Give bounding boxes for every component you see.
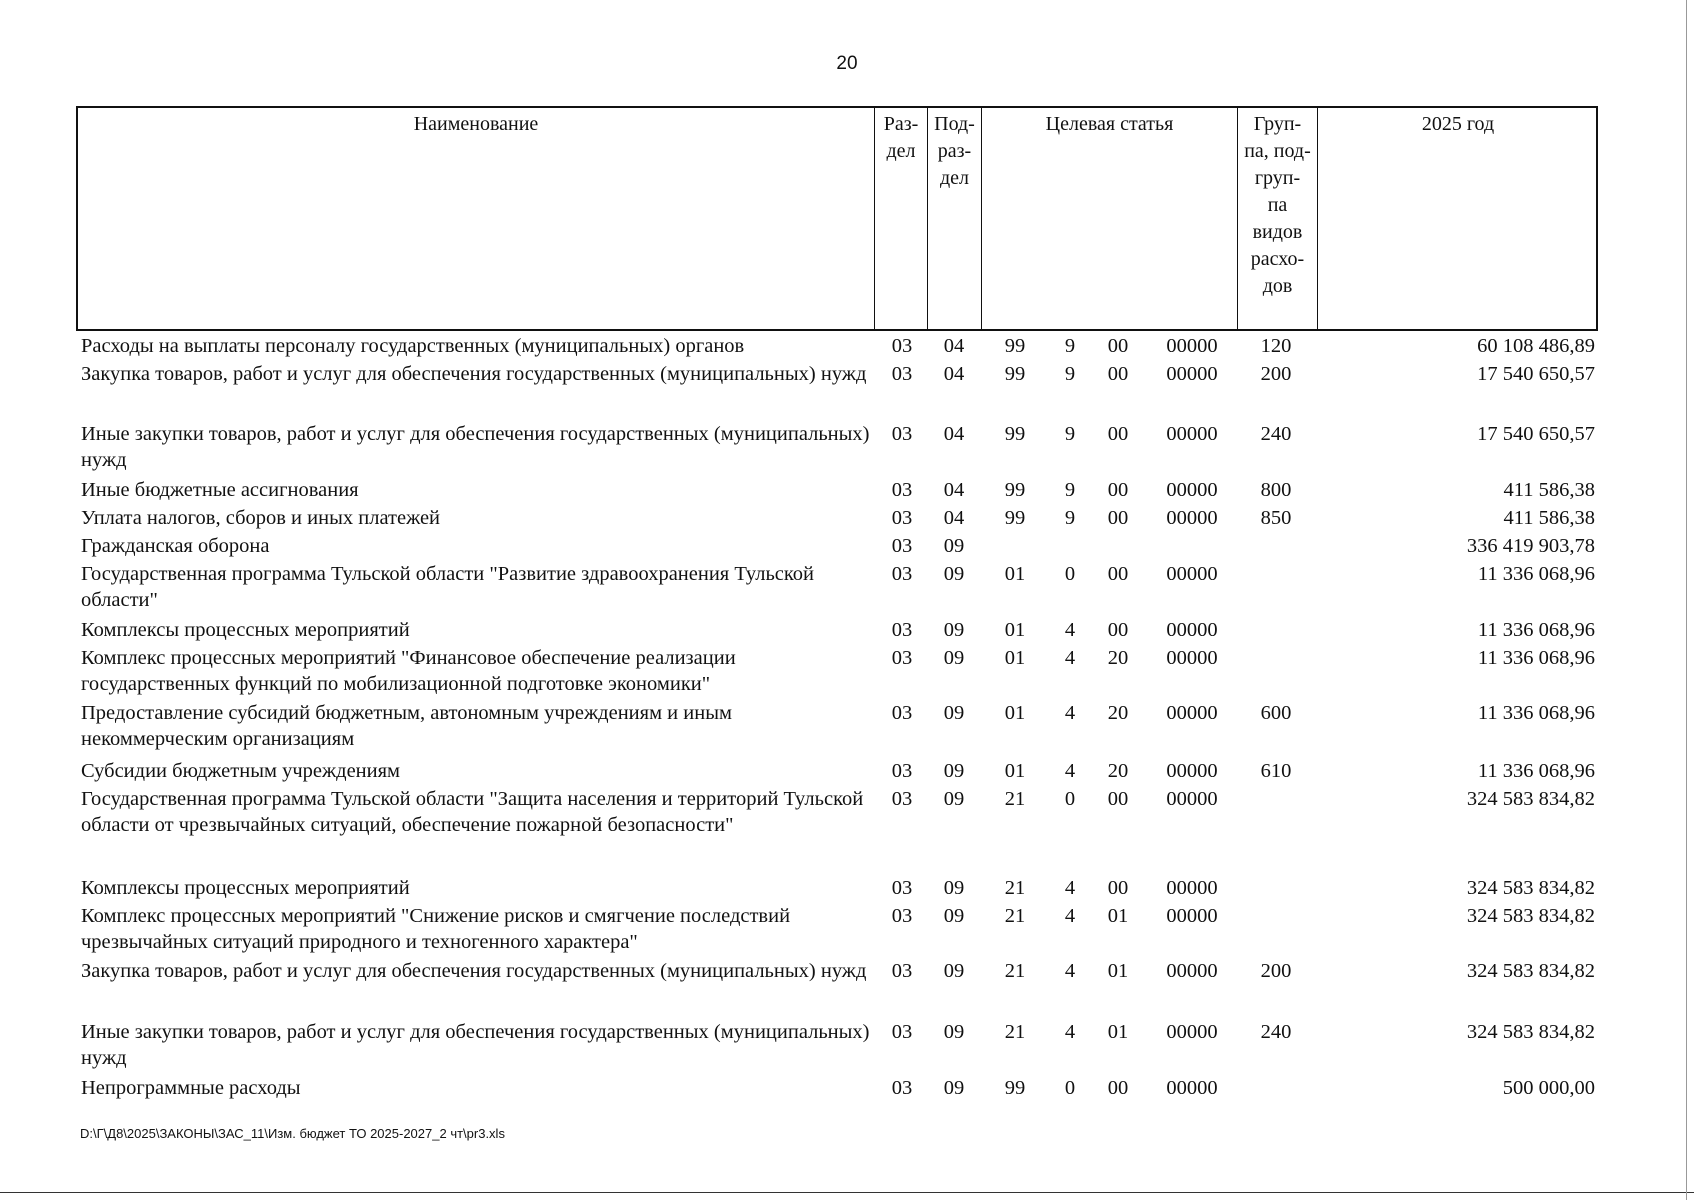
cell-name: Уплата налогов, сборов и иных платежей [81, 507, 441, 529]
cell-name: Комплексы процессных мероприятий [81, 877, 410, 899]
cell-expense-group: 850 [1260, 507, 1292, 529]
cell-podrazdel: 04 [943, 507, 965, 529]
cell-amount: 324 583 834,82 [1466, 960, 1595, 982]
cell-name: Государственная программа Тульской области "Развитие здравоохранения Тульской области" [81, 563, 815, 611]
cell-target-direction: 00000 [1166, 507, 1218, 529]
cell-razdel: 03 [891, 1021, 913, 1043]
cell-target-direction: 00000 [1166, 423, 1218, 445]
header-group-line: па [1267, 194, 1288, 216]
cell-target-structure: 01 [1107, 1021, 1129, 1043]
header-podrazdel-line: Под- [934, 113, 975, 135]
cell-target-direction: 00000 [1166, 563, 1218, 585]
cell-target-type: 4 [1064, 905, 1076, 927]
cell-target-type: 4 [1064, 619, 1076, 641]
cell-target-type: 0 [1064, 1077, 1076, 1099]
cell-razdel: 03 [891, 363, 913, 385]
cell-podrazdel: 04 [943, 363, 965, 385]
header-name-col [78, 108, 874, 329]
cell-amount: 324 583 834,82 [1466, 788, 1595, 810]
cell-name: Предоставление субсидий бюджетным, автономным учреждениям и иным некоммерческим организациям [81, 702, 732, 750]
cell-target-program: 21 [1004, 905, 1026, 927]
cell-amount: 17 540 650,57 [1477, 363, 1595, 385]
header-podrazdel-line: раз- [937, 140, 972, 162]
cell-target-structure: 20 [1107, 647, 1129, 669]
cell-target-program: 21 [1004, 788, 1026, 810]
cell-target-structure: 00 [1107, 363, 1129, 385]
cell-name: Закупка товаров, работ и услуг для обеспечения государственных (муниципальных) нужд [81, 363, 867, 385]
cell-podrazdel: 09 [943, 647, 965, 669]
cell-podrazdel: 09 [943, 702, 965, 724]
cell-target-direction: 00000 [1166, 363, 1218, 385]
cell-target-direction: 00000 [1166, 760, 1218, 782]
cell-target-program: 21 [1004, 877, 1026, 899]
cell-amount: 11 336 068,96 [1477, 702, 1595, 724]
cell-razdel: 03 [891, 905, 913, 927]
cell-target-structure: 00 [1107, 423, 1129, 445]
header-group-col [1237, 108, 1317, 329]
cell-name: Гражданская оборона [81, 535, 270, 557]
cell-target-program: 99 [1004, 335, 1026, 357]
cell-name: Иные бюджетные ассигнования [81, 479, 359, 501]
header-group-line: Груп- [1253, 113, 1302, 135]
cell-target-direction: 00000 [1166, 479, 1218, 501]
cell-target-program: 21 [1004, 1021, 1026, 1043]
cell-podrazdel: 04 [943, 423, 965, 445]
page-number: 20 [836, 53, 858, 74]
cell-expense-group: 800 [1260, 479, 1292, 501]
cell-name: Комплекс процессных мероприятий "Снижение рисков и смягчение последствий чрезвычайных ситуаций природного и техногенного характера" [81, 905, 791, 953]
cell-podrazdel: 09 [943, 960, 965, 982]
cell-target-program: 21 [1004, 960, 1026, 982]
table-header [76, 106, 1598, 331]
cell-podrazdel: 09 [943, 788, 965, 810]
cell-target-direction: 00000 [1166, 877, 1218, 899]
header-podrazdel-col [927, 108, 981, 329]
cell-razdel: 03 [891, 702, 913, 724]
header-group-line: груп- [1254, 167, 1301, 189]
cell-target-direction: 00000 [1166, 1021, 1218, 1043]
header-razdel-col [874, 108, 927, 329]
page-right-border [1686, 0, 1687, 1200]
cell-expense-group: 240 [1260, 423, 1292, 445]
cell-podrazdel: 09 [943, 1021, 965, 1043]
header-year: 2025 год [1421, 113, 1495, 135]
header-group-line: па, под- [1244, 140, 1311, 162]
cell-target-direction: 00000 [1166, 1077, 1218, 1099]
header-group-line: расхо- [1250, 248, 1305, 270]
cell-name: Государственная программа Тульской области "Защита населения и территорий Тульской области от чрезвычайных ситуаций, обеспечение пожарной безопасности" [81, 788, 864, 836]
cell-target-type: 4 [1064, 647, 1076, 669]
cell-razdel: 03 [891, 877, 913, 899]
cell-expense-group: 200 [1260, 960, 1292, 982]
cell-target-structure: 00 [1107, 563, 1129, 585]
cell-target-structure: 00 [1107, 507, 1129, 529]
cell-target-type: 0 [1064, 788, 1076, 810]
cell-target-program: 99 [1004, 507, 1026, 529]
cell-target-structure: 00 [1107, 479, 1129, 501]
cell-name: Непрограммные расходы [81, 1077, 301, 1099]
cell-target-type: 9 [1064, 423, 1076, 445]
cell-podrazdel: 04 [943, 479, 965, 501]
cell-name: Комплексы процессных мероприятий [81, 619, 410, 641]
cell-amount: 324 583 834,82 [1466, 905, 1595, 927]
cell-target-structure: 00 [1107, 877, 1129, 899]
cell-name: Комплекс процессных мероприятий "Финансовое обеспечение реализации государственных функций по мобилизационной подготовке экономики" [81, 647, 736, 695]
cell-razdel: 03 [891, 960, 913, 982]
cell-razdel: 03 [891, 535, 913, 557]
cell-amount: 324 583 834,82 [1466, 1021, 1595, 1043]
cell-name: Расходы на выплаты персоналу государственных (муниципальных) органов [81, 335, 745, 357]
cell-target-program: 01 [1004, 647, 1026, 669]
cell-razdel: 03 [891, 507, 913, 529]
cell-podrazdel: 09 [943, 535, 965, 557]
cell-target-type: 9 [1064, 335, 1076, 357]
cell-amount: 11 336 068,96 [1477, 760, 1595, 782]
cell-target-type: 9 [1064, 363, 1076, 385]
cell-target-direction: 00000 [1166, 619, 1218, 641]
cell-podrazdel: 04 [943, 335, 965, 357]
cell-razdel: 03 [891, 760, 913, 782]
cell-razdel: 03 [891, 1077, 913, 1099]
cell-razdel: 03 [891, 788, 913, 810]
cell-target-type: 4 [1064, 702, 1076, 724]
cell-target-structure: 00 [1107, 1077, 1129, 1099]
cell-target-type: 9 [1064, 479, 1076, 501]
cell-podrazdel: 09 [943, 760, 965, 782]
cell-target-type: 4 [1064, 760, 1076, 782]
cell-razdel: 03 [891, 647, 913, 669]
cell-target-structure: 00 [1107, 788, 1129, 810]
file-path-footer: D:\Г\Д8\2025\ЗАКОНЫ\ЗАС_11\Изм. бюджет ТО 2025-2027_2 чт\pr3.xls [80, 1126, 505, 1141]
cell-target-structure: 00 [1107, 335, 1129, 357]
cell-target-direction: 00000 [1166, 905, 1218, 927]
header-group-line: дов [1262, 275, 1293, 297]
header-podrazdel-line: дел [939, 167, 970, 189]
header-razdel-line: Раз- [883, 113, 919, 135]
cell-amount: 11 336 068,96 [1477, 647, 1595, 669]
cell-podrazdel: 09 [943, 877, 965, 899]
cell-target-program: 99 [1004, 423, 1026, 445]
page-bottom-border [0, 1192, 1694, 1193]
cell-target-structure: 01 [1107, 960, 1129, 982]
cell-podrazdel: 09 [943, 563, 965, 585]
cell-target-direction: 00000 [1166, 960, 1218, 982]
cell-amount: 336 419 903,78 [1466, 535, 1595, 557]
cell-target-program: 99 [1004, 1077, 1026, 1099]
cell-target-type: 4 [1064, 877, 1076, 899]
cell-target-type: 4 [1064, 960, 1076, 982]
cell-name: Иные закупки товаров, работ и услуг для обеспечения государственных (муниципальных) нужд [81, 1021, 870, 1069]
cell-amount: 60 108 486,89 [1477, 335, 1595, 357]
cell-amount: 11 336 068,96 [1477, 563, 1595, 585]
header-target-col [981, 108, 1237, 329]
cell-target-program: 01 [1004, 760, 1026, 782]
cell-amount: 500 000,00 [1502, 1077, 1595, 1099]
cell-name: Иные закупки товаров, работ и услуг для обеспечения государственных (муниципальных) нужд [81, 423, 870, 471]
cell-podrazdel: 09 [943, 1077, 965, 1099]
cell-razdel: 03 [891, 423, 913, 445]
cell-podrazdel: 09 [943, 905, 965, 927]
cell-razdel: 03 [891, 479, 913, 501]
cell-target-program: 01 [1004, 563, 1026, 585]
cell-amount: 11 336 068,96 [1477, 619, 1595, 641]
cell-razdel: 03 [891, 335, 913, 357]
cell-target-structure: 20 [1107, 702, 1129, 724]
cell-target-structure: 00 [1107, 619, 1129, 641]
cell-target-direction: 00000 [1166, 702, 1218, 724]
cell-amount: 324 583 834,82 [1466, 877, 1595, 899]
cell-target-type: 4 [1064, 1021, 1076, 1043]
cell-razdel: 03 [891, 619, 913, 641]
cell-amount: 411 586,38 [1503, 507, 1595, 529]
cell-target-type: 9 [1064, 507, 1076, 529]
cell-expense-group: 600 [1260, 702, 1292, 724]
header-group-line: видов [1252, 221, 1303, 243]
cell-razdel: 03 [891, 563, 913, 585]
cell-target-program: 99 [1004, 363, 1026, 385]
cell-podrazdel: 09 [943, 619, 965, 641]
cell-target-structure: 20 [1107, 760, 1129, 782]
cell-target-structure: 01 [1107, 905, 1129, 927]
cell-target-direction: 00000 [1166, 647, 1218, 669]
cell-name: Закупка товаров, работ и услуг для обеспечения государственных (муниципальных) нужд [81, 960, 867, 982]
header-razdel-line: дел [886, 140, 916, 162]
cell-expense-group: 610 [1260, 760, 1292, 782]
cell-expense-group: 120 [1260, 335, 1292, 357]
cell-target-direction: 00000 [1166, 335, 1218, 357]
cell-amount: 411 586,38 [1503, 479, 1595, 501]
cell-target-program: 01 [1004, 702, 1026, 724]
cell-expense-group: 240 [1260, 1021, 1292, 1043]
header-target: Целевая статья [1045, 113, 1174, 135]
cell-target-program: 01 [1004, 619, 1026, 641]
cell-name: Субсидии бюджетным учреждениям [81, 760, 401, 782]
cell-target-type: 0 [1064, 563, 1076, 585]
header-year-col [1317, 108, 1598, 329]
cell-target-direction: 00000 [1166, 788, 1218, 810]
cell-target-program: 99 [1004, 479, 1026, 501]
header-name: Наименование [413, 113, 539, 135]
cell-expense-group: 200 [1260, 363, 1292, 385]
cell-amount: 17 540 650,57 [1477, 423, 1595, 445]
